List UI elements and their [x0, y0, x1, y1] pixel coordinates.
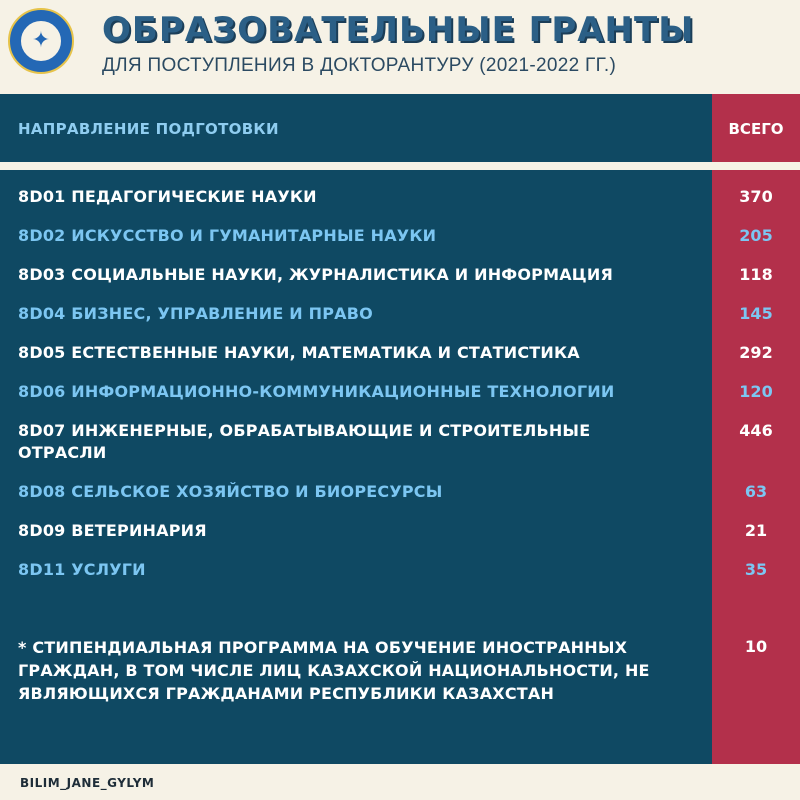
footnote-label: * СТИПЕНДИАЛЬНАЯ ПРОГРАММА НА ОБУЧЕНИЕ ИНОСТРАННЫХ ГРАЖДАН, В ТОМ ЧИСЛЕ ЛИЦ КАЗАХСКОЙ НАЦИОНАЛЬНОСТИ, НЕ ЯВЛЯЮЩИХСЯ ГРАЖДАНАМИ РЕСПУБЛИКИ КАЗАХСТАН — [18, 638, 650, 703]
social-handle: BILIM_JANE_GYLYM — [20, 776, 155, 790]
table-row-label: 8D03 СОЦИАЛЬНЫЕ НАУКИ, ЖУРНАЛИСТИКА И ИНФОРМАЦИЯ — [18, 265, 613, 284]
table-row-label: 8D05 ЕСТЕСТВЕННЫЕ НАУКИ, МАТЕМАТИКА И СТАТИСТИКА — [18, 343, 580, 362]
page-title: ОБРАЗОВАТЕЛЬНЫЕ ГРАНТЫ — [102, 10, 695, 50]
table-row-value: 446 — [739, 421, 773, 440]
table-row-label: 8D09 ВЕТЕРИНАРИЯ — [18, 521, 207, 540]
table-row-label: 8D11 УСЛУГИ — [18, 560, 146, 579]
divider — [0, 162, 800, 170]
footnote-value: 10 — [744, 637, 768, 656]
table-row-value: 63 — [744, 482, 768, 501]
column-header-direction: НАПРАВЛЕНИЕ ПОДГОТОВКИ — [18, 120, 279, 138]
table-row-label: 8D06 ИНФОРМАЦИОННО-КОММУНИКАЦИОННЫЕ ТЕХНОЛОГИИ — [18, 382, 615, 401]
table-row-value: 118 — [739, 265, 773, 284]
table-row-label: 8D04 БИЗНЕС, УПРАВЛЕНИЕ И ПРАВО — [18, 304, 373, 323]
grants-table — [0, 94, 800, 764]
table-row-value: 145 — [739, 304, 773, 323]
table-row-value: 292 — [739, 343, 773, 362]
table-row-label: 8D01 ПЕДАГОГИЧЕСКИЕ НАУКИ — [18, 187, 317, 206]
table-row-label: 8D02 ИСКУССТВО И ГУМАНИТАРНЫЕ НАУКИ — [18, 226, 437, 245]
table-row-value: 21 — [744, 521, 768, 540]
table-row-value: 35 — [744, 560, 768, 579]
table-row-label: 8D07 ИНЖЕНЕРНЫЕ, ОБРАБАТЫВАЮЩИЕ И СТРОИТЕЛЬНЫЕ ОТРАСЛИ — [18, 421, 591, 462]
table-row-value: 120 — [739, 382, 773, 401]
table-row-value: 205 — [739, 226, 773, 245]
table-row-label: 8D08 СЕЛЬСКОЕ ХОЗЯЙСТВО И БИОРЕСУРСЫ — [18, 482, 443, 501]
table-row-value: 370 — [739, 187, 773, 206]
header — [0, 0, 800, 80]
page-subtitle: ДЛЯ ПОСТУПЛЕНИЯ В ДОКТОРАНТУРУ (2021-2022 ГГ.) — [102, 55, 617, 76]
column-header-total: ВСЕГО — [728, 120, 784, 138]
ministry-emblem-icon: ✦ — [8, 8, 74, 74]
table-body-totals — [712, 170, 800, 764]
